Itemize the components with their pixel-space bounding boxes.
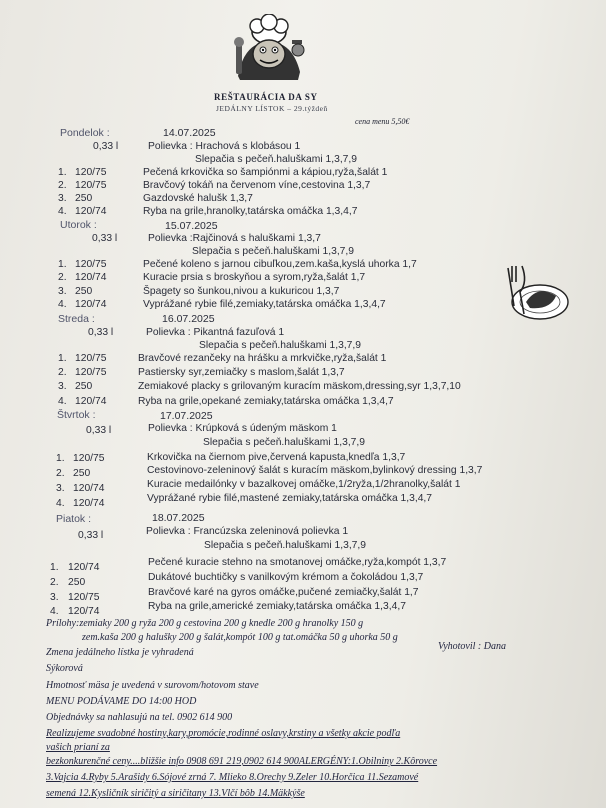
day-name-tuesday: Utorok : (60, 219, 97, 231)
menu-subtitle: JEDÁLNY LÍSTOK – 29.týždeň (216, 104, 328, 113)
day-date-wednesday: 16.07.2025 (162, 313, 215, 325)
item-num: 3. (50, 592, 59, 603)
item-qty: 120/74 (68, 562, 100, 573)
item-text: Krkovička na čiernom pive,červená kapusta,knedľa 1,3,7 (147, 452, 406, 463)
item-qty: 250 (75, 286, 93, 297)
item-text: Ryba na grile,hranolky,tatárska omáčka 1,3,4,7 (143, 206, 358, 217)
item-num: 4. (56, 498, 65, 509)
item-text: Pečené koleno s jarnou cibuľkou,zem.kaša,kyslá uhorka 1,7 (143, 259, 417, 270)
weight-note: Hmotnosť mäsa je uvedená v surovom/hotovom stave (46, 680, 259, 691)
soup-name: Polievka : Francúzska zeleninová polievka 1 (146, 526, 349, 537)
item-num: 4. (58, 206, 67, 217)
item-qty: 250 (75, 193, 93, 204)
soup2-name: Slepačia s pečeň.haluškami 1,3,7,9 (199, 340, 361, 351)
item-qty: 250 (75, 381, 93, 392)
made-by: Vyhotovil : Dana (438, 641, 506, 652)
soup-name: Polievka : Krúpková s údeným mäskom 1 (148, 423, 337, 434)
item-text: Gazdovské halušk 1,3,7 (143, 193, 253, 204)
made-by-surname: Sýkorová (46, 663, 83, 674)
allergens-line-2: semená 12.Kysličník siričitý a siričitany 13.Vlčí bôb 14.Mäkkýše (46, 788, 305, 799)
item-qty: 120/75 (75, 353, 107, 364)
item-qty: 120/75 (68, 592, 100, 603)
item-text: Bravčové karé na gyros omáčke,pučené zemiačky,šalát 1,7 (148, 587, 419, 598)
item-text: Vyprážané rybie filé,zemiaky,tatárska omáčka 1,3,4,7 (143, 299, 386, 310)
item-text: Špagety so šunkou,nivou a kukuricou 1,3,7 (143, 286, 340, 297)
item-qty: 120/75 (75, 259, 107, 270)
item-qty: 120/75 (75, 167, 107, 178)
soup2-name: Slepačia s pečeň.haluškami 1,3,7,9 (192, 246, 354, 257)
item-num: 3. (58, 381, 67, 392)
item-text: Dukátové buchtičky s vanilkovým krémom a čokoládou 1,3,7 (148, 572, 424, 583)
item-text: Pastiersky syr,zemiačky s maslom,šalát 1,3,7 (138, 367, 345, 378)
item-num: 1. (50, 562, 59, 573)
item-qty: 120/74 (73, 498, 105, 509)
item-num: 2. (50, 577, 59, 588)
item-text: Cestovinovo-zeleninový šalát s kuracím mäskom,bylinkový dressing 1,3,7 (147, 465, 483, 476)
day-date-monday: 14.07.2025 (163, 127, 216, 139)
sides-line-1: Prílohy:zemiaky 200 g ryža 200 g cestovina 200 g knedle 200 g hranolky 150 g (46, 618, 364, 629)
events-line-3: bezkonkurenčné ceny....bližšie info 0908 691 219,0902 614 900ALERGÉNY:1.Obilniny 2.Kôrovce (46, 756, 438, 767)
item-num: 4. (58, 299, 67, 310)
soup-qty: 0,33 l (88, 327, 114, 338)
item-qty: 120/74 (68, 606, 100, 617)
soup2-name: Slepačia s pečeň.haluškami 1,3,7,9 (204, 540, 366, 551)
restaurant-name: REŠTAURÁCIA DA SY (214, 92, 318, 102)
item-num: 3. (56, 483, 65, 494)
item-text: Vyprážané rybie filé,mastené zemiaky,tatárska omáčka 1,3,4,7 (147, 493, 433, 504)
plate-icon (500, 262, 570, 324)
item-qty: 120/75 (75, 180, 107, 191)
item-qty: 120/74 (75, 299, 107, 310)
item-num: 1. (56, 453, 65, 464)
soup-qty: 0,33 l (92, 233, 118, 244)
soup2-name: Slepačia s pečeň.haluškami 1,3,7,9 (203, 437, 365, 448)
events-line-2: vašich prianí za (46, 742, 110, 753)
day-name-friday: Piatok : (56, 513, 92, 525)
day-name-wednesday: Streda : (58, 313, 95, 325)
item-num: 4. (50, 606, 59, 617)
item-qty: 120/74 (75, 396, 107, 407)
item-num: 2. (58, 180, 67, 191)
soup-qty: 0,33 l (86, 425, 112, 436)
item-num: 1. (58, 167, 67, 178)
item-qty: 120/75 (73, 453, 105, 464)
soup-name: Polievka :Rajčinová s haluškami 1,3,7 (148, 233, 321, 244)
item-num: 1. (58, 259, 67, 270)
item-num: 2. (58, 367, 67, 378)
item-qty: 120/75 (75, 367, 107, 378)
day-name-monday: Pondelok : (60, 127, 110, 139)
item-qty: 120/74 (73, 483, 105, 494)
events-line-1: Realizujeme svadobné hostiny,kary,promócie,rodinné oslavy,krstiny a všetky akcie podľa (46, 728, 401, 739)
soup-qty: 0,33 l (93, 141, 119, 152)
soup2-name: Slepačia s pečeň.haluškami 1,3,7,9 (195, 154, 357, 165)
item-text: Ryba na grile,opekané zemiaky,tatárska omáčka 1,3,4,7 (138, 396, 394, 407)
day-date-thursday: 17.07.2025 (160, 410, 213, 422)
day-date-tuesday: 15.07.2025 (165, 220, 218, 232)
serving-hours: MENU PODÁVAME DO 14:00 HOD (46, 696, 197, 707)
item-num: 2. (58, 272, 67, 283)
item-num: 4. (58, 396, 67, 407)
item-text: Pečené kuracie stehno na smotanovej omáčke,ryža,kompót 1,3,7 (148, 557, 447, 568)
soup-name: Polievka : Pikantná fazuľová 1 (146, 327, 285, 338)
item-text: Kuracie prsia s broskyňou a syrom,ryža,šalát 1,7 (143, 272, 366, 283)
item-num: 1. (58, 353, 67, 364)
item-qty: 120/74 (75, 206, 107, 217)
day-date-friday: 18.07.2025 (152, 512, 205, 524)
item-text: Pečená krkovička so šampiónmi a kápiou,ryža,šalát 1 (143, 167, 388, 178)
item-text: Bravčové rezančeky na hrášku a mrkvičke,ryža,šalát 1 (138, 353, 387, 364)
item-qty: 250 (68, 577, 86, 588)
item-num: 2. (56, 468, 65, 479)
item-qty: 120/74 (75, 272, 107, 283)
sides-line-2: zem.kaša 200 g halušky 200 g šalát,kompót 100 g tat.omáčka 50 g uhorka 50 g (82, 632, 398, 643)
change-note: Zmena jedálneho lístka je vyhradená (46, 647, 194, 658)
item-text: Kuracie medailónky v bazalkovej omáčke,1/2ryža,1/2hranolky,šalát 1 (147, 479, 461, 490)
soup-qty: 0,33 l (78, 530, 104, 541)
day-name-thursday: Štvrtok : (57, 409, 96, 421)
soup-name: Polievka : Hrachová s klobásou 1 (148, 141, 301, 152)
item-text: Ryba na grile,americké zemiaky,tatárska omáčka 1,3,4,7 (148, 601, 406, 612)
chef-logo-icon (232, 14, 306, 86)
item-text: Bravčový tokáň na červenom víne,cestovina 1,3,7 (143, 180, 371, 191)
allergens-line-1: 3.Vajcia 4.Ryby 5.Arašidy 6.Sójové zrná 7. Mlieko 8.Orechy 9.Zeler 10.Horčica 11.Sezamové (46, 772, 419, 783)
menu-price: cena menu 5,50€ (355, 117, 410, 126)
item-num: 3. (58, 286, 67, 297)
item-num: 3. (58, 193, 67, 204)
item-qty: 250 (73, 468, 91, 479)
orders-phone: Objednávky sa nahlasujú na tel. 0902 614 900 (46, 712, 233, 723)
item-text: Zemiakové placky s grilovaným kuracím mäskom,dressing,syr 1,3,7,10 (138, 381, 461, 392)
